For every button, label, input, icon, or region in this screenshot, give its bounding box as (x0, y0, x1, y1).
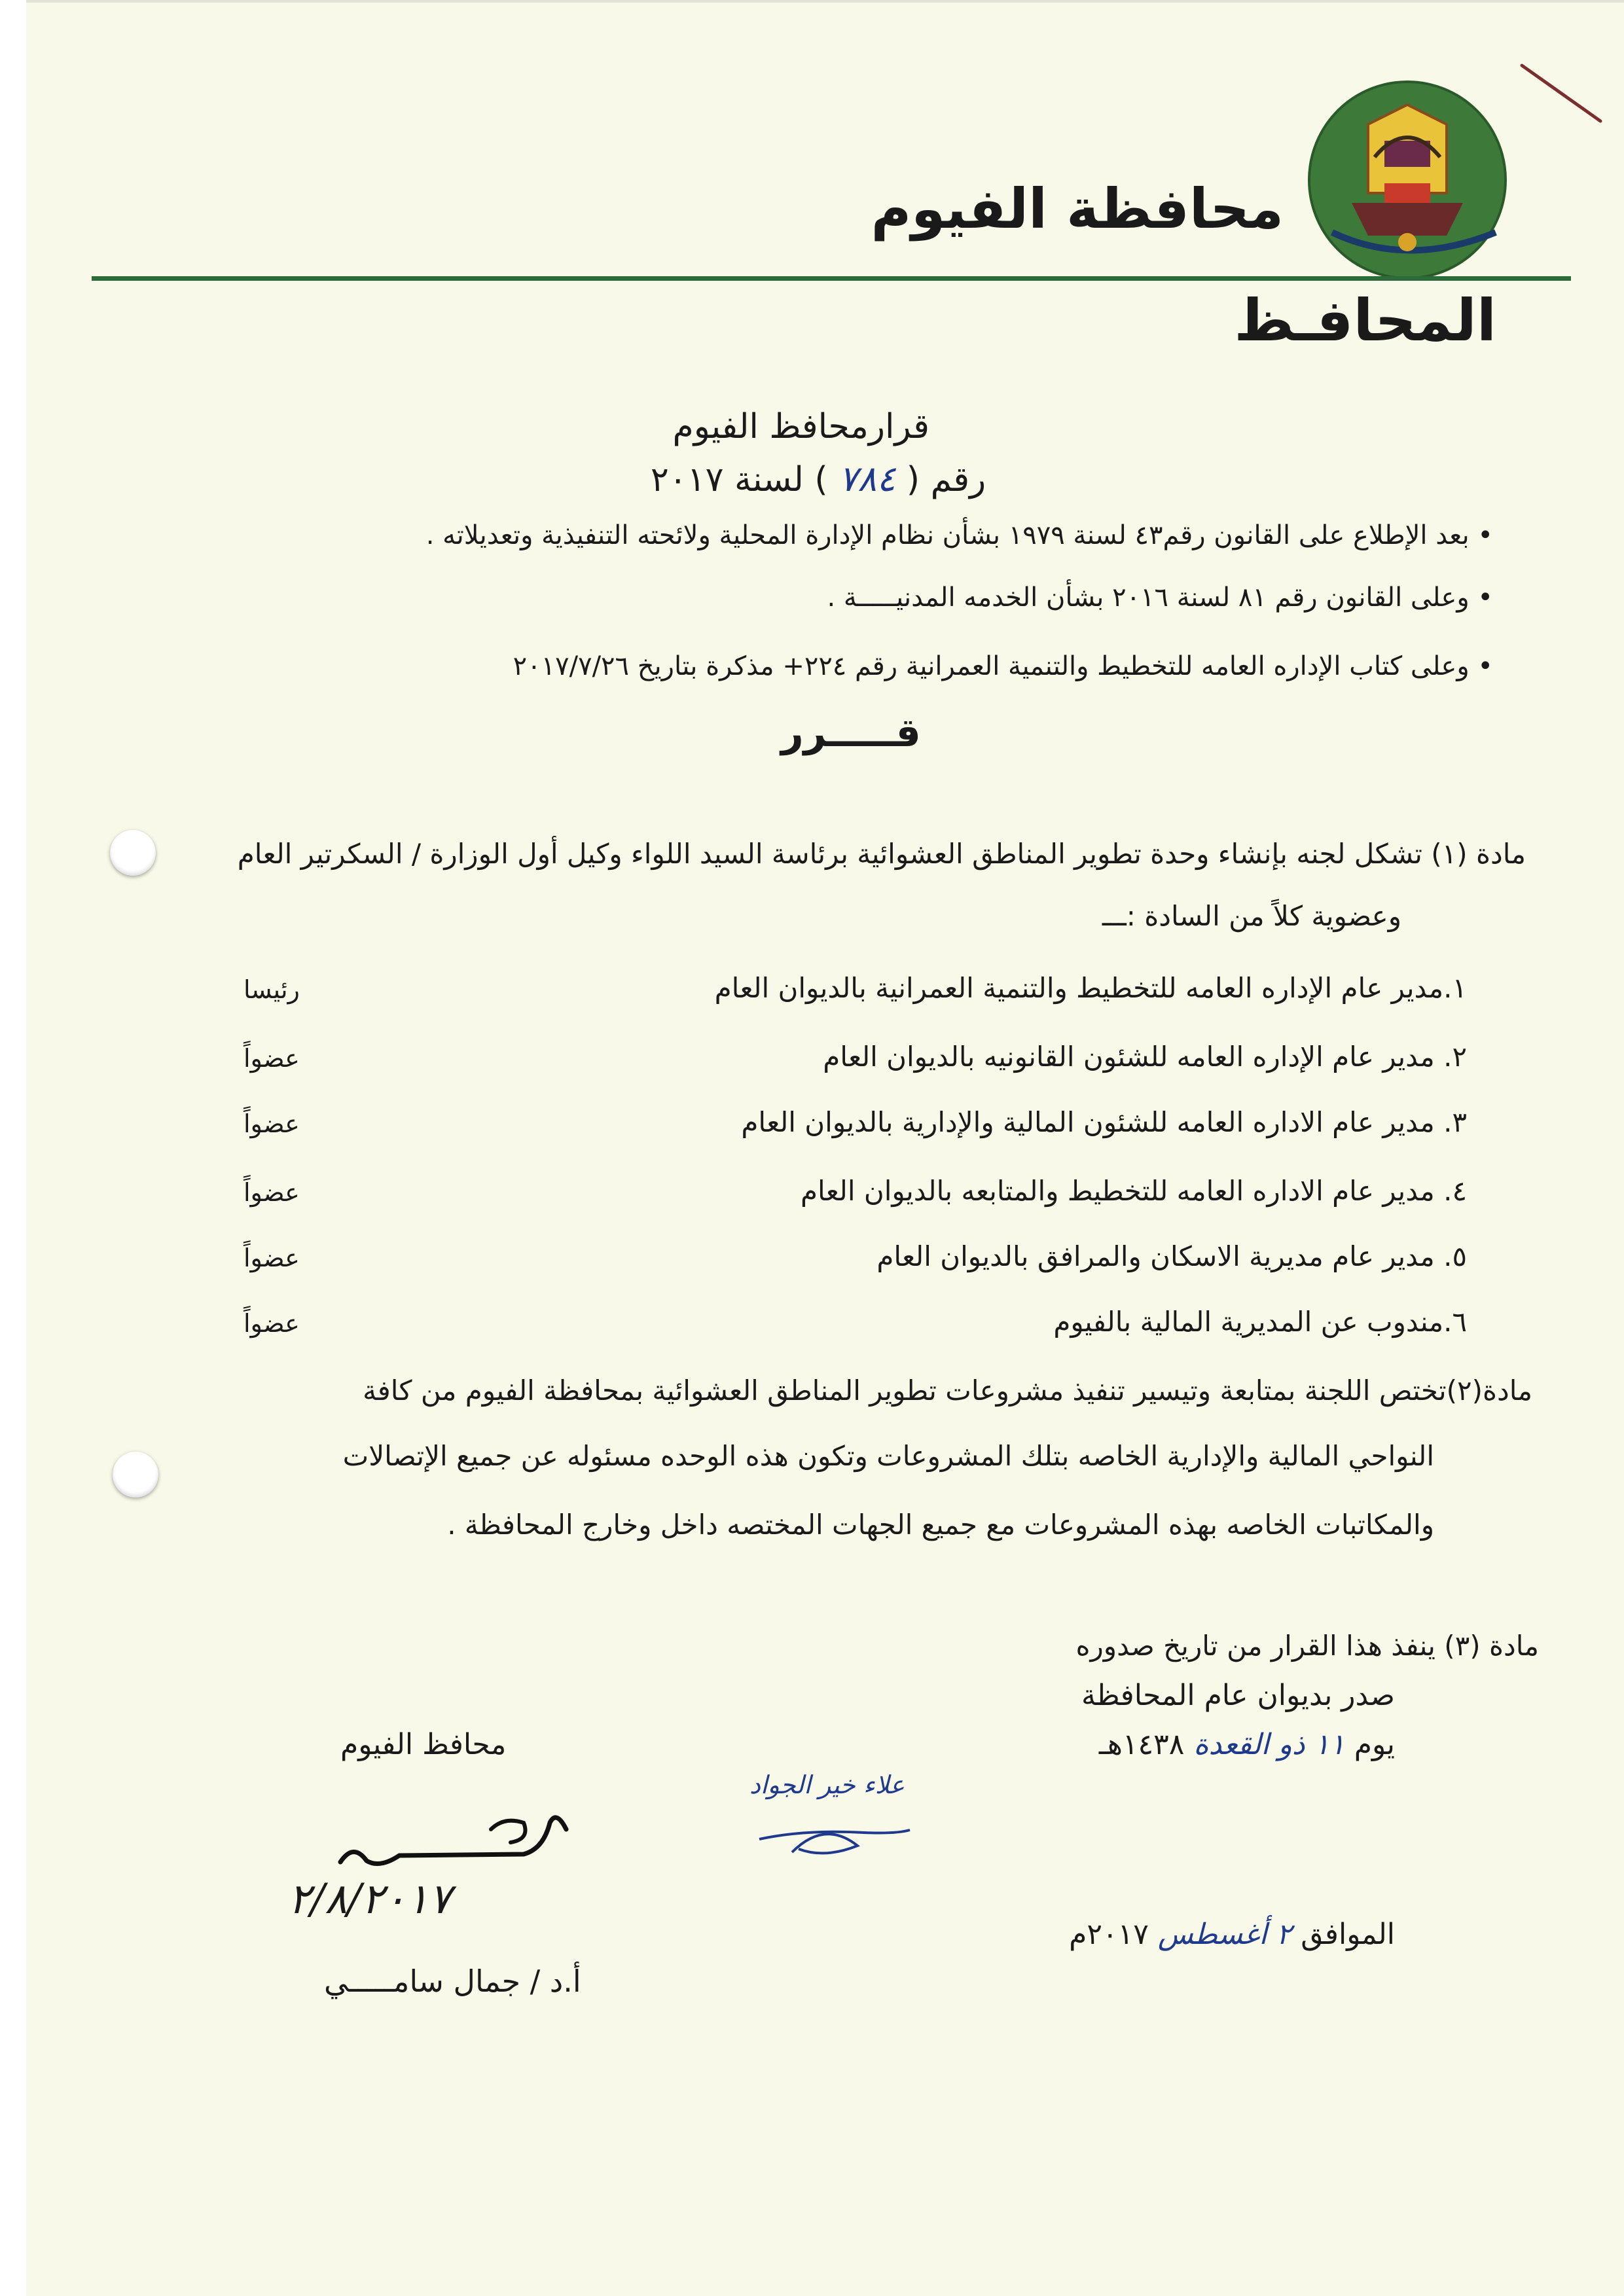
pen-mark (1519, 62, 1604, 128)
member-item: ٤. مدير عام الاداره العامه للتخطيط والمتابعه بالديوان العام (800, 1175, 1467, 1207)
decree-number-suffix: ) لسنة ٢٠١٧ (650, 460, 828, 499)
member-role: عضواً (244, 1044, 300, 1073)
decree-number-handwritten: ٧٨٤ (839, 458, 896, 499)
decree-number (589, 458, 1047, 499)
office-title: المحافـظ (1234, 287, 1496, 354)
member-role: عضواً (244, 1244, 300, 1272)
member-role: عضواً (244, 1178, 300, 1207)
gregorian-date-suffix: ٢٠١٧م (1069, 1918, 1149, 1951)
governorate-name: محافظة الفيوم (871, 177, 1284, 241)
top-edge (0, 0, 1624, 3)
governorate-logo (1306, 79, 1509, 281)
member-item: ٥. مدير عام مديرية الاسكان والمرافق بالديوان العام (876, 1240, 1467, 1272)
hijri-date-prefix: يوم (1354, 1728, 1395, 1761)
member-item: ٣. مدير عام الاداره العامه للشئون المالية والإدارية بالديوان العام (741, 1106, 1467, 1138)
member-role: رئيسا (244, 975, 300, 1004)
hijri-date (1099, 1728, 1395, 1761)
member-role: عضواً (244, 1109, 300, 1138)
decision-heading: قـــــرر (781, 710, 921, 756)
article-1-line: وعضوية كلاً من السادة :ـــ (1102, 900, 1401, 932)
member-item: ٢. مدير عام الإداره العامه للشئون القانونيه بالديوان العام (823, 1041, 1467, 1073)
header-divider (92, 276, 1571, 281)
gregorian-date (1069, 1918, 1395, 1951)
left-margin (0, 0, 26, 2296)
punch-hole (113, 1452, 158, 1498)
article-3: مادة (٣) ينفذ هذا القرار من تاريخ صدوره (1075, 1630, 1539, 1662)
gregorian-date-prefix: الموافق (1301, 1918, 1395, 1951)
preamble-line: • بعد الإطلاع على القانون رقم٤٣ لسنة ١٩٧٩ بشأن نظام الإدارة المحلية ولائحته التنفيذية وتعديلاته . (425, 520, 1493, 550)
reviewer-initials: علاء خير الجواد (749, 1770, 905, 1799)
member-role: عضواً (244, 1309, 300, 1338)
hijri-date-suffix: ١٤٣٨هـ (1098, 1728, 1185, 1761)
handwritten-signature (327, 1803, 576, 1882)
reviewer-signature (746, 1767, 916, 1872)
article-1-line: مادة (١) تشكل لجنه بإنشاء وحدة تطوير المناطق العشوائية برئاسة السيد اللواء وكيل أول الوزارة / السكرتير العام (237, 838, 1526, 870)
member-item: ١.مدير عام الإداره العامه للتخطيط والتنمية العمرانية بالديوان العام (714, 972, 1467, 1004)
member-item: ٦.مندوب عن المديرية المالية بالفيوم (1053, 1306, 1467, 1338)
decree-number-prefix: رقم ( (906, 460, 986, 499)
article-2-line: مادة(٢)تختص اللجنة بمتابعة وتيسير تنفيذ مشروعات تطوير المناطق العشوائية بمحافظة الفيوم من كافة (363, 1374, 1532, 1407)
preamble-line: • وعلى كتاب الإداره العامه للتخطيط والتنمية العمرانية رقم ٢٢٤+ مذكرة بتاريخ ٢٠١٧/٧/٢٦ (513, 651, 1493, 681)
punch-hole (110, 830, 156, 876)
decree-title: قرارمحافظ الفيوم (672, 407, 929, 446)
article-2-line: والمكاتبات الخاصه بهذه المشروعات مع جميع الجهات المختصه داخل وخارج المحافظة . (447, 1509, 1434, 1541)
signatory-title: محافظ الفيوم (340, 1728, 507, 1761)
article-2-line: النواحي المالية والإدارية الخاصه بتلك المشروعات وتكون هذه الوحده مسئوله عن جميع الإتصالات (342, 1440, 1434, 1472)
signatory-name: أ.د / جمال سامـــــي (324, 1964, 581, 1999)
hijri-date-handwritten: ١١ ذو القعدة (1193, 1728, 1345, 1761)
gregorian-date-handwritten: ٢ أغسطس (1157, 1918, 1292, 1951)
issued-at: صدر بديوان عام المحافظة (1081, 1679, 1395, 1712)
signature-date: ٢/٨/٢٠١٧ (288, 1875, 452, 1924)
preamble-line: • وعلى القانون رقم ٨١ لسنة ٢٠١٦ بشأن الخدمه المدنيـــــة . (827, 583, 1493, 613)
